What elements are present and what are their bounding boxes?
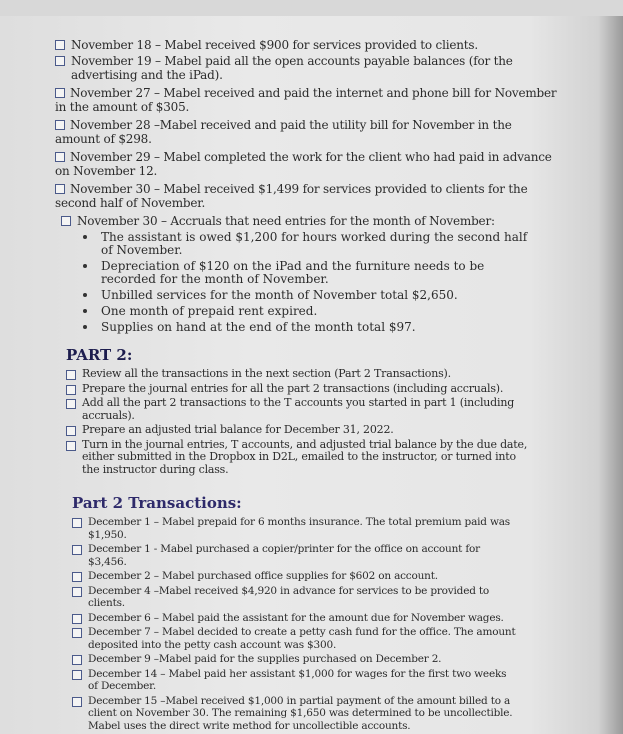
transactions-section (72, 494, 518, 734)
list-item (72, 626, 518, 651)
item-text: Supplies on hand at the end of the month total $97. (101, 320, 416, 334)
checkbox-icon[interactable] (72, 518, 82, 528)
list-item (72, 570, 518, 583)
item-text: December 15 –Mabel received $1,000 in partial payment of the amount billed to a client on November 30. The remaining $1,650 was determined to be uncollectible. Mabel uses the direct write method for uncollectible accounts. (88, 694, 513, 732)
part2-section (66, 346, 532, 478)
item-text: December 14 – Mabel paid her assistant $1,000 for wages for the first two weeks of December. (88, 667, 507, 692)
list-item (55, 118, 560, 146)
item-text: Prepare an adjusted trial balance for December 31, 2022. (82, 423, 394, 436)
item-text: Turn in the journal entries, T accounts, and adjusted trial balance by the due date, either submitted in the Dropbox in D2L, emailed to the instructor, or turned into the instructor during class. (82, 437, 528, 476)
checkbox-icon[interactable] (72, 614, 82, 624)
checkbox-icon[interactable] (66, 385, 76, 395)
list-item (55, 182, 560, 210)
checkbox-icon[interactable] (72, 670, 82, 680)
list-item (66, 383, 532, 396)
checkbox-icon[interactable] (66, 426, 76, 436)
checkbox-icon[interactable] (72, 572, 82, 582)
bullet-icon (83, 293, 87, 297)
list-item (72, 585, 518, 610)
list-item (72, 668, 518, 693)
list-item (55, 54, 560, 82)
transactions-heading: Part 2 Transactions: (72, 494, 242, 512)
item-text: The assistant is owed $1,200 for hours worked during the second half of November. (101, 230, 528, 257)
list-item (72, 516, 518, 541)
item-text: November 29 – Mabel completed the work for the client who had paid in advance on November 12. (55, 150, 552, 178)
november-list (55, 38, 560, 337)
checkbox-icon[interactable] (55, 88, 65, 98)
item-text: November 30 – Accruals that need entries for the month of November: (77, 214, 495, 228)
item-text: December 4 –Mabel received $4,920 in advance for services to be provided to clients. (88, 584, 490, 609)
item-text: December 1 - Mabel purchased a copier/printer for the office on account for $3,456. (88, 543, 480, 568)
bullet-item (75, 260, 535, 286)
checkbox-icon[interactable] (72, 545, 82, 555)
checkbox-icon[interactable] (66, 441, 76, 451)
bullet-icon (83, 309, 87, 313)
checkbox-icon[interactable] (72, 587, 82, 597)
item-text: Depreciation of $120 on the iPad and the furniture needs to be recorded for the month of November. (101, 259, 485, 286)
list-item (61, 214, 560, 228)
accruals-list (75, 231, 535, 334)
list-item (72, 543, 518, 568)
part2-heading: PART 2: (66, 346, 133, 364)
item-text: December 1 – Mabel prepaid for 6 months insurance. The total premium paid was $1,950. (88, 516, 510, 541)
bullet-item (75, 231, 535, 257)
item-text: November 18 – Mabel received $900 for services provided to clients. (71, 38, 478, 52)
item-text: Unbilled services for the month of November total $2,650. (101, 288, 458, 302)
checkbox-icon[interactable] (72, 697, 82, 707)
checkbox-icon[interactable] (61, 216, 71, 226)
bullet-icon (83, 235, 87, 239)
item-text: Review all the transactions in the next section (Part 2 Transactions). (82, 367, 451, 380)
item-text: December 2 – Mabel purchased office supplies for $602 on account. (88, 570, 438, 582)
checkbox-icon[interactable] (55, 152, 65, 162)
bullet-icon (83, 325, 87, 329)
list-item (72, 695, 518, 733)
item-text: November 27 – Mabel received and paid the internet and phone bill for November in the amount of $305. (55, 86, 557, 114)
list-item (66, 368, 532, 381)
item-text: December 6 – Mabel paid the assistant for the amount due for November wages. (88, 611, 504, 624)
list-item (66, 397, 532, 422)
checkbox-icon[interactable] (55, 56, 65, 66)
item-text: December 9 –Mabel paid for the supplies purchased on December 2. (88, 653, 442, 665)
item-text: November 19 – Mabel paid all the open accounts payable balances (for the advertising and the iPad). (71, 54, 513, 82)
checkbox-icon[interactable] (72, 628, 82, 638)
item-text: Prepare the journal entries for all the part 2 transactions (including accruals). (82, 381, 504, 395)
item-text: November 30 – Mabel received $1,499 for services provided to clients for the second half of November. (55, 182, 528, 210)
page-top-edge (0, 0, 623, 16)
list-item (55, 150, 560, 178)
checkbox-icon[interactable] (66, 370, 76, 380)
checkbox-icon[interactable] (55, 40, 65, 50)
bullet-item (75, 289, 535, 302)
list-item (55, 38, 560, 52)
list-item (66, 424, 532, 437)
checkbox-icon[interactable] (66, 399, 76, 409)
list-item (72, 612, 518, 625)
item-text: November 28 –Mabel received and paid the utility bill for November in the amount of $298. (55, 118, 512, 146)
checkbox-icon[interactable] (55, 120, 65, 130)
bullet-icon (83, 264, 87, 268)
list-item (66, 439, 532, 477)
checkbox-icon[interactable] (72, 655, 82, 665)
list-item (55, 86, 560, 114)
bullet-item (75, 305, 535, 318)
item-text: Add all the part 2 transactions to the T accounts you started in part 1 (including accruals). (82, 396, 515, 422)
list-item (72, 653, 518, 666)
checkbox-icon[interactable] (55, 184, 65, 194)
bullet-item (75, 321, 535, 334)
item-text: December 7 – Mabel decided to create a petty cash fund for the office. The amount deposited into the petty cash account was $300. (88, 626, 516, 651)
item-text: One month of prepaid rent expired. (101, 304, 318, 318)
